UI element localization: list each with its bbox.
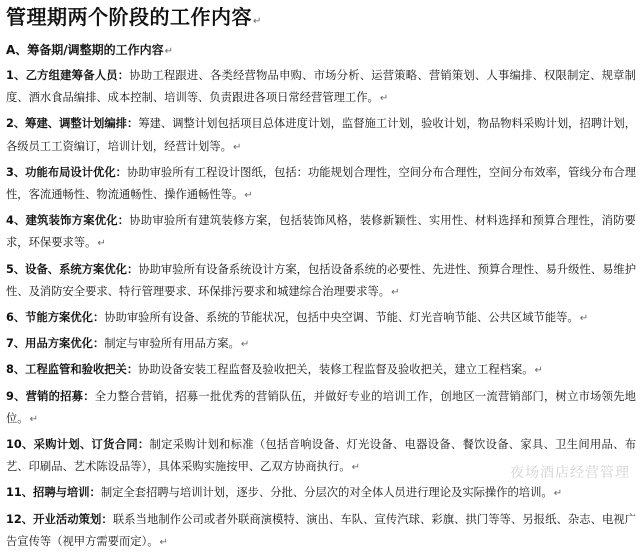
item-label: 3、功能布局设计优化： <box>6 165 127 179</box>
item-list <box>6 65 636 554</box>
item-text: 协助设备安装工程监督及验收把关，装修工程监督及验收把关，建立工程档案。 <box>138 363 534 377</box>
item-text: 制定采购计划和标准（包括音响设备、灯光设备、电器设备、餐饮设备、家具、卫生间用品、布艺、印刷品、艺术陈设品等），具体采购实施按甲、乙双方协商执行。 <box>6 438 636 474</box>
item-label: 2、筹建、调整计划编排： <box>6 117 139 131</box>
paragraph-mark: ↵ <box>534 365 543 377</box>
page-title <box>6 4 636 35</box>
item-label: 5、设备、系统方案优化： <box>6 262 139 276</box>
paragraph-mark: ↵ <box>29 413 38 425</box>
title-text: 管理期两个阶段的工作内容 <box>6 5 252 29</box>
item-label: 1、乙方组建筹备人员： <box>6 69 130 82</box>
item-text: 全力整合营销，招募一批优秀的营销队伍，并做好专业的培训工作，创地区一流营销部门，树立市场领先地位。 <box>6 389 636 425</box>
list-item <box>6 386 636 431</box>
paragraph-mark: ↵ <box>391 286 400 298</box>
list-item <box>6 434 636 479</box>
paragraph-mark: ↵ <box>232 141 242 153</box>
paragraph-mark: ↵ <box>97 238 106 250</box>
item-label: 11、招聘与培训： <box>6 486 101 500</box>
item-label: 9、营销的招募： <box>6 389 95 403</box>
document-page <box>6 4 636 557</box>
list-item <box>6 65 636 110</box>
item-text: 联系当地制作公司或者外联商演模特、演出、车队、宣传汽球、彩旗、拱门等等、另报纸、杂志、电视广告宣传等（视甲方需要而定）。 <box>6 512 636 548</box>
item-text: 制定与审验所有用品方案。 <box>104 337 240 351</box>
list-item <box>6 162 636 207</box>
item-label: 4、建筑装饰方案优化： <box>6 214 130 228</box>
watermark: 夜场酒店经营管理 <box>510 465 630 481</box>
paragraph-mark: ↵ <box>351 462 360 474</box>
item-label: 8、工程监管和验收把关： <box>6 363 139 377</box>
section-heading <box>6 41 636 61</box>
list-item <box>6 113 636 158</box>
paragraph-mark: ↵ <box>240 339 250 351</box>
item-label: 12、开业活动策划： <box>6 512 113 526</box>
paragraph-mark: ↵ <box>553 488 563 500</box>
item-text: 筹建、调整计划包括项目总体进度计划，监督施工计划，验收计划，物品物料采购计划，招聘计划，各级员工工资编订，培训计划，经营计划等。 <box>6 117 636 153</box>
item-text: 协助审验所有设备系统设计方案，包括设备系统的必要性、先进性、预算合理性、易升级性、易维护性、及消防安全要求、特行管理要求、环保排污要求和城建综合治理要求等。 <box>6 262 636 298</box>
item-text: 协助审验所有设备、系统的节能状况，包括中央空调、节能、灯光音响节能、公共区域节能等。 <box>104 311 579 325</box>
list-item <box>6 482 636 505</box>
paragraph-mark: ↵ <box>379 93 389 105</box>
paragraph-mark: ↵ <box>159 536 168 548</box>
item-text: 协助审验所有建筑装修方案，包括装饰风格，装修新颖性、实用性、材料选择和预算合理性，消防要求，环保要求等。 <box>6 214 636 250</box>
list-item <box>6 210 636 255</box>
list-item <box>6 333 636 356</box>
item-text: 协助审验所有工程设计图纸，包括：功能规划合理性，空间分布合理性，空间分布效率，管线分布合理性，客流通畅性、物流通畅性、操作通畅性等。 <box>6 165 636 202</box>
list-item <box>6 509 636 554</box>
item-text: 协助工程跟进、各类经营物品申购、市场分析、运营策略、营销策划、人事编排、权限制定、规章制度、酒水食品编排、成本控制、培训等、负责跟进各项日常经营管理工作。 <box>6 69 636 105</box>
paragraph-mark: ↵ <box>244 190 253 202</box>
item-text: 制定全套招聘与培训计划，逐步、分批、分层次的对全体人员进行理论及实际操作的培训。 <box>100 486 553 500</box>
item-label: 7、用品方案优化： <box>6 337 105 351</box>
item-label: 6、节能方案优化： <box>6 311 105 325</box>
paragraph-mark: ↵ <box>164 46 174 57</box>
item-label: 10、采购计划、订货合同： <box>6 438 150 452</box>
section-heading-text: A、筹备期/调整期的工作内容 <box>6 43 164 57</box>
paragraph-mark: ↵ <box>579 313 589 325</box>
paragraph-mark: ↵ <box>253 16 262 27</box>
list-item <box>6 259 636 304</box>
list-item <box>6 359 636 382</box>
list-item <box>6 307 636 330</box>
